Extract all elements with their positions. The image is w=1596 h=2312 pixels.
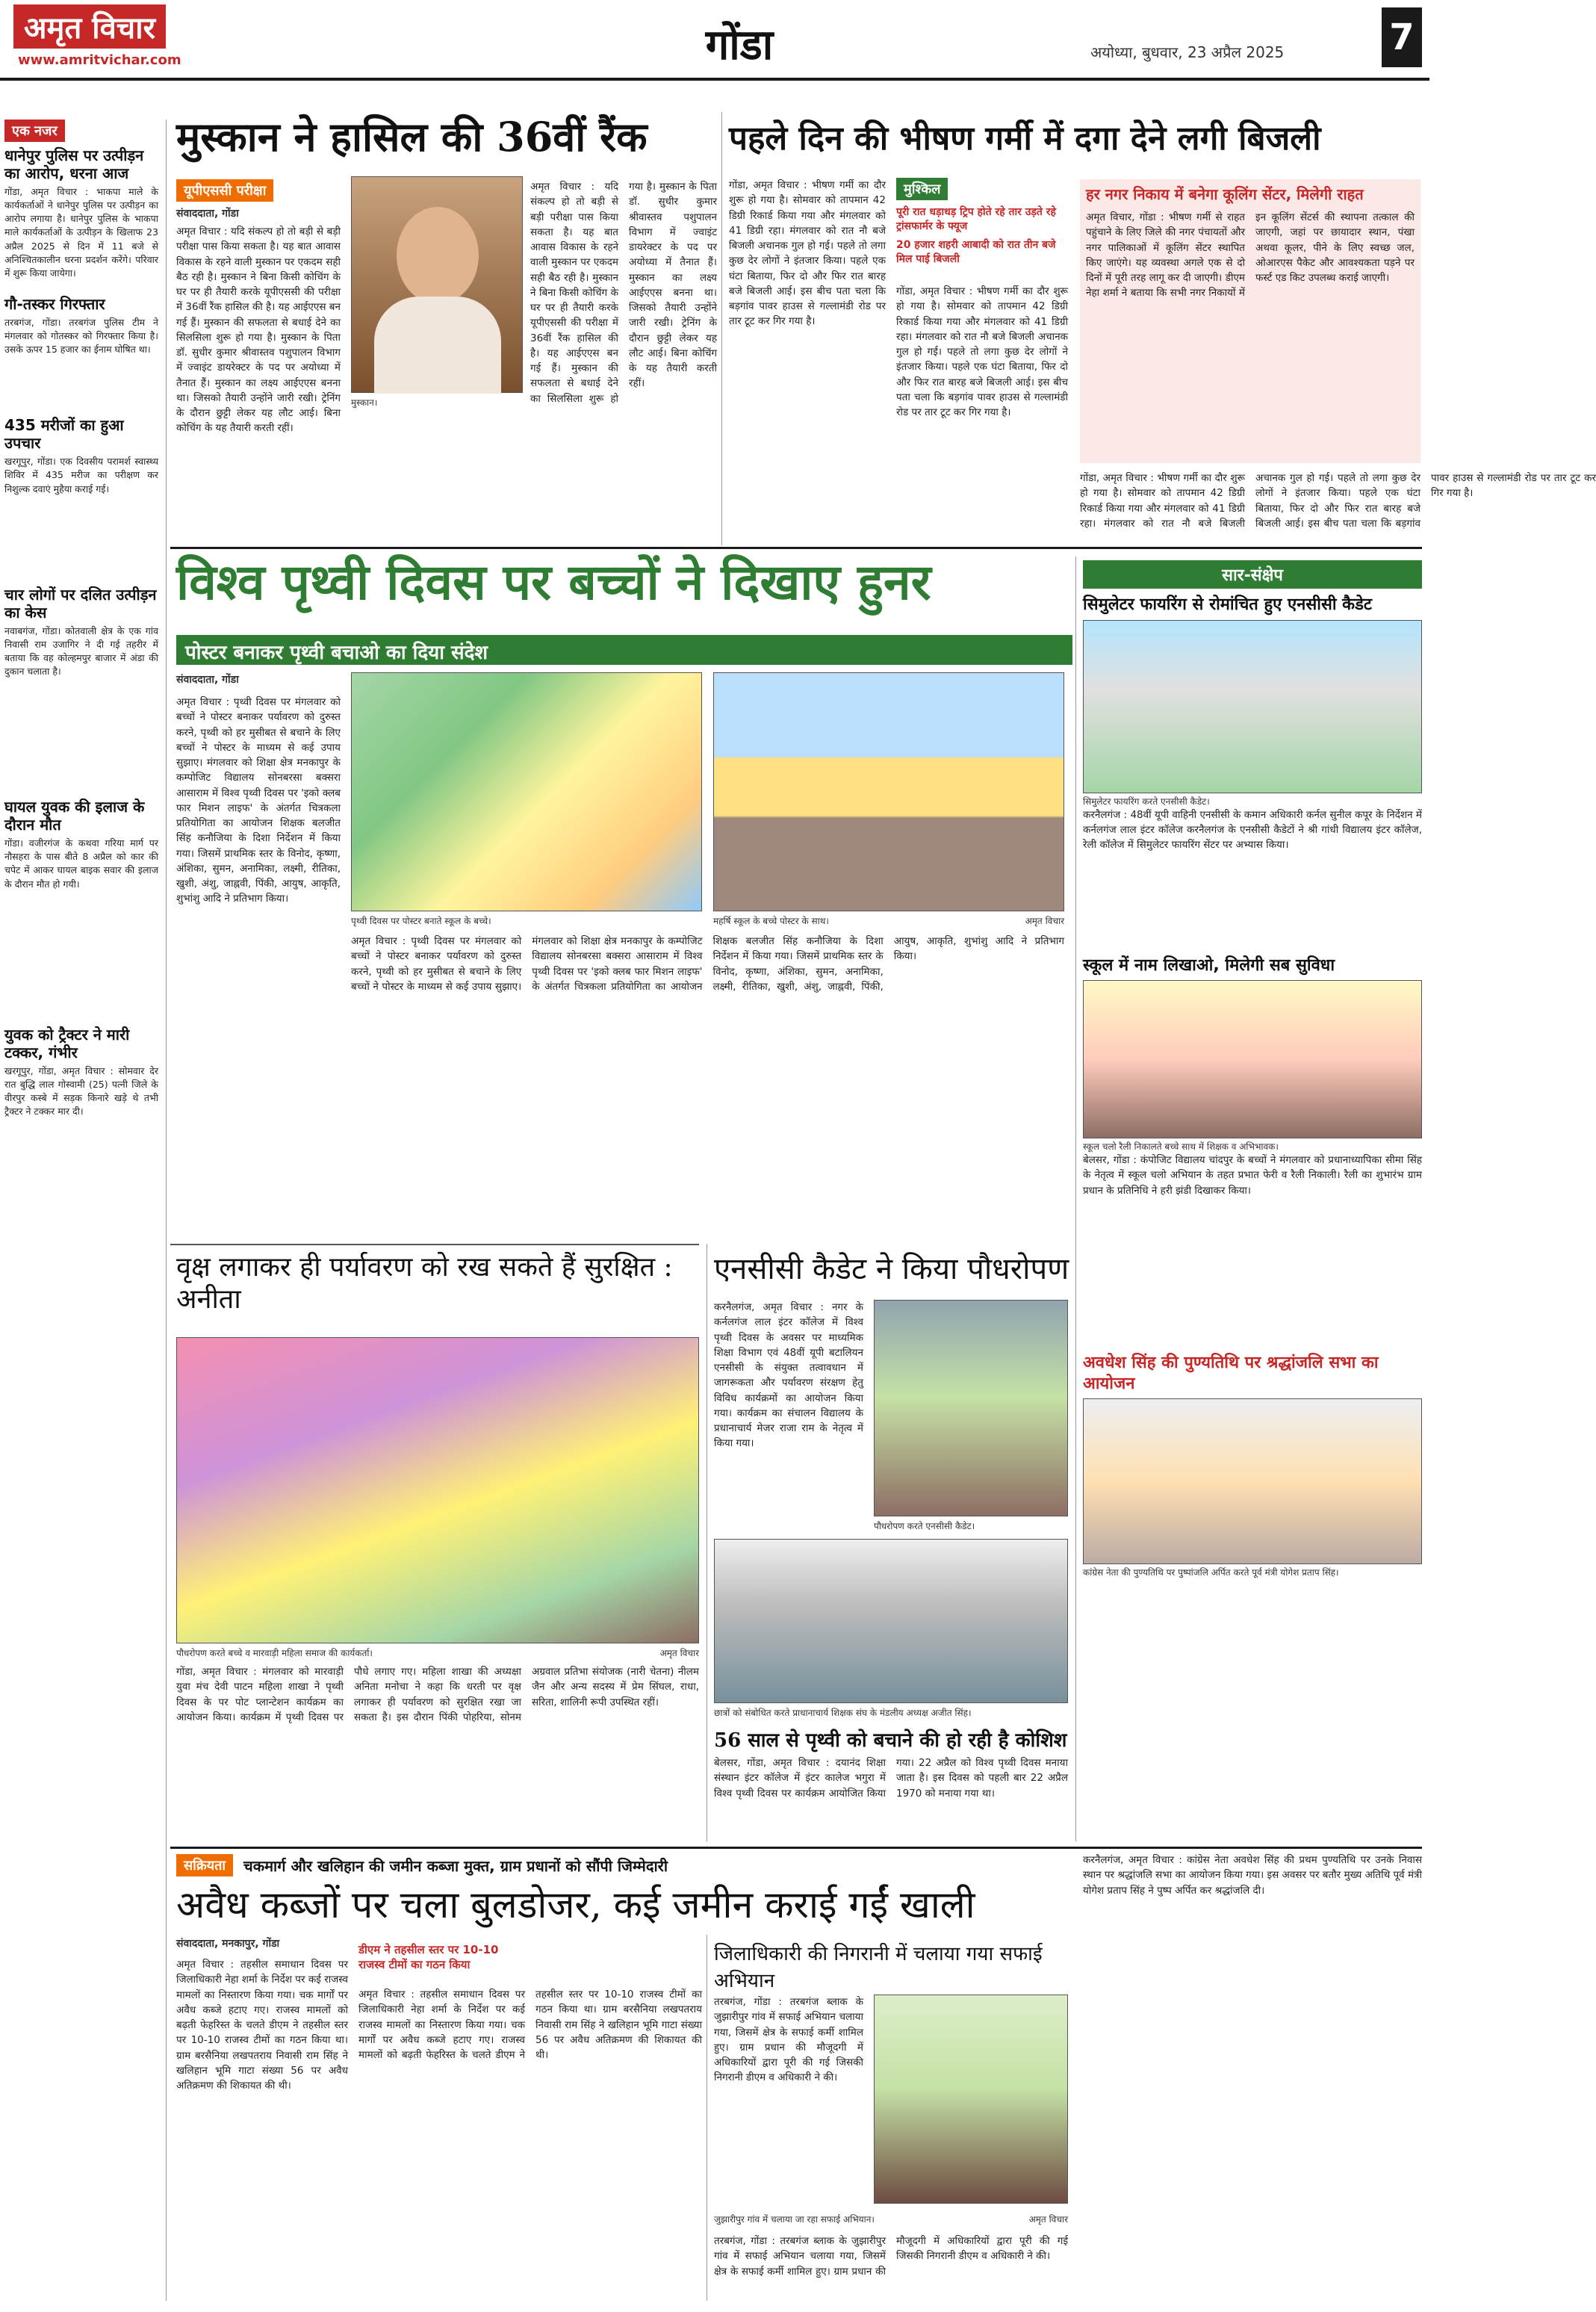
sar-item-body: करनैलगंज, अमृत विचार : कांग्रेस नेता अवधेश सिंह की प्रथम पुण्यतिथि पर उनके निवास स्थान पर श्रद्धांजलि सभा का आयोजन किया गया। इस अवसर पर बतौर मुख्य अतिथि पूर्व मंत्री योगेश प्रताप सिंह ने पुष्प अर्पित कर श्रद्धांजलि दी। bbox=[1083, 1854, 1422, 1897]
ncc-body: करनैलगंज, अमृत विचार : नगर के कर्नलगंज लाल इंटर कॉलेज में विश्व पृथ्वी दिवस के अवसर पर माध्यमिक शिक्षा विभाग एवं 48वीं यूपी बटालियन एनसीसी के संयुक्त तत्वावधान में जागरूकता और पर्यावरण संरक्षण हेतु विविध कार्यक्रमों का आयोजन किया गया। कार्यक्रम का संचालन विद्यालय के प्रधानाचार्य मेजर राजा राम के नेतृत्व में किया गया। bbox=[714, 1301, 863, 1450]
caption-text: छात्रों को संबोधित करते प्राधानाचार्य शिक्षक संघ के मंडलीय अध्यक्ष अजीत सिंह। bbox=[714, 1708, 972, 1718]
section-rule bbox=[170, 547, 1422, 549]
power-tag: मुश्किल bbox=[896, 178, 948, 200]
earth-day-photo-left bbox=[351, 672, 702, 911]
photo-credit: अमृत विचार bbox=[659, 1648, 699, 1658]
lead-headline-power: पहले दिन की भीषण गर्मी में दगा देने लगी बिजली bbox=[729, 120, 1321, 158]
clean-photo bbox=[874, 1995, 1068, 2204]
brief-body: गोंडा, अमृत विचार : भाकपा माले के कार्यकर्ताओं ने धानेपुर पुलिस पर उत्पीड़न का आरोप लगाया है। धानेपुर पुलिस के भाकपा माले कार्यकर्ताओं के उत्पीड़न के खिलाफ 23 अप्रैल 2025 से दिन में 11 बजे से अनिश्चितकालीन धरना प्रदर्शन करेंगे। परिवार में शुरू किया जायेगा। bbox=[4, 186, 158, 279]
bulldozer-tag: सक्रियता bbox=[176, 1854, 233, 1876]
brief-body: तरबगंज, गोंडा। तरबगंज पुलिस टीम ने मंगलवार को गोतस्कर को गिरफ्तार किया है। उसके ऊपर 15 हजार का ईनाम घोषित था। bbox=[4, 316, 158, 356]
column-divider bbox=[721, 112, 722, 545]
rally-photo bbox=[1083, 980, 1422, 1138]
sar-title: सार-संक्षेप bbox=[1083, 560, 1422, 589]
simulator-photo bbox=[1083, 620, 1422, 793]
clean-body: तरबगंज, गोंडा : तरबगंज ब्लाक के जुझारीपुर गांव में सफाई अभियान चलाया गया, जिसमें क्षेत्र के सफाई कर्मी शामिल हुए। ग्राम प्रधान की मौजूदगी में अधिकारियों द्वारा पूरी की गई जिसकी निगरानी डीएम व अधिकारी ने की। bbox=[714, 1996, 863, 2084]
sar-item-headline: अवधेश सिंह की पुण्यतिथि पर श्रद्धांजलि सभा का आयोजन bbox=[1083, 1354, 1379, 1393]
earth-save-body: बेलसर, गोंडा, अमृत विचार : दयानंद शिक्षा संस्थान इंटर कॉलेज में इंटर कालेज भगुरा में विश्व पृथ्वी दिवस पर कार्यक्रम आयोजित किया गया। 22 अप्रैल को विश्व पृथ्वी दिवस मनाया जाता है। इस दिवस को पहली बार 22 अप्रैल 1970 को मनाया गया था। bbox=[714, 1757, 1068, 1800]
tree-photo bbox=[176, 1337, 699, 1643]
caption-text: कांग्रेस नेता की पुण्यतिथि पर पुष्पांजलि अर्पित करते पूर्व मंत्री योगेश प्रताप सिंह। bbox=[1083, 1567, 1339, 1578]
bulldozer-body-col1: अमृत विचार : तहसील समाधान दिवस पर जिलाधिकारी नेहा शर्मा के निर्देश पर कई राजस्व मामलों का निस्तारण किया गया। चक मार्गों पर अवैध कब्जे हटाए गए। राजस्व मामलों को बढ़ती फेहरिस्त के चलते डीएम ने तहसील स्तर पर 10-10 राजस्व टीमों का गठन किया था। ग्राम बरसैनिया लखपतराय निवासी राम सिंह ने खलिहान भूमि गाटा संख्या 56 पर अवैध अतिक्रमण की शिकायत की थी। bbox=[176, 1959, 348, 2092]
bulldozer-kicker: चकमार्ग और खलिहान की जमीन कब्जा मुक्त, ग्राम प्रधानों को सौंपी जिम्मेदारी bbox=[243, 1856, 668, 1875]
upsc-tag-wrap bbox=[176, 179, 333, 220]
dateline: अयोध्या, बुधवार, 23 अप्रैल 2025 bbox=[1090, 43, 1285, 61]
portrait-shape bbox=[397, 207, 479, 304]
photo-caption bbox=[714, 1706, 1068, 1719]
sar-item-body: करनैलगंज : 48वीं यूपी वाहिनी एनसीसी के कमान अधिकारी कर्नल सुनील कपूर के निर्देशन में कर्नलगंज लाल इंटर कॉलेज करनैलगंज के एनसीसी कैडेटों ने श्री गांधी विद्यालय इंटर कॉलेज, रेली कॉलेज में सिमुलेटर फायरिंग सेंटर पर अभ्यास किया। bbox=[1083, 808, 1422, 851]
photo-caption bbox=[1083, 1566, 1422, 1578]
masthead bbox=[0, 0, 1429, 81]
muskan-body-col2: अमृत विचार : यदि संकल्प हो तो बड़ी से बड़ी परीक्षा पास किया सकता है। यह बात आवास विकास के रहने वाली मुस्कान पर एकदम सही बैठ रही है। मुस्कान ने बिना किसी कोचिंग के घर पर ही तैयारी करके यूपीएससी की परीक्षा में 36वीं रैंक हासिल की है। यह आईएएस बन गई हैं। मुस्कान की सफलता से बधाई देने का सिलसिला शुरू हो गया है। मुस्कान के पिता डॉ. सुधीर कुमार श्रीवास्तव पशुपालन विभाग में ज्वाइंट डायरेक्टर के पद पर अयोध्या में तैनात हैं। मुस्कान का लक्ष्य आईएएस बनना था। जिसको तैयारी उन्होंने जारी रखी। ट्रेनिंग के दौरान छुट्टी लेकर यह लौट आई। बिना कोचिंग के यह तैयारी करती रहीं। bbox=[530, 181, 717, 405]
brand-logo[interactable] bbox=[13, 4, 223, 76]
earth-day-body-col1: अमृत विचार : पृथ्वी दिवस पर मंगलवार को बच्चों ने पोस्टर बनाकर पर्यावरण को दुरुस्त करने, पृथ्वी को हर मुसीबत से बचाने के लिए बच्चों ने पोस्टर के माध्यम से कई उपाय सुझाए। मंगलवार को शिक्षा क्षेत्र मनकापुर के कम्पोजिट विद्यालय सोनबरसा बक्सरा आसाराम में विश्व पृथ्वी दिवस पर 'इको क्लब फार मिशन लाइफ' के अंतर्गत चित्रकला प्रतियोगिता का आयोजन शिक्षक बलजीत सिंह कनौजिया के दिशा निर्देशन में किया गया। जिसमें प्राथमिक स्तर के विनोद, कृष्णा, अंशिका, सुमन, अनामिका, लक्ष्मी, रीतिका, खुशी, अंशु, जाह्नवी, पिंकी, आयुष, आकृति, शुभांशु आदि ने प्रतिभाग किया। bbox=[176, 696, 341, 905]
byline: संवाददाता, गोंडा bbox=[176, 208, 239, 220]
brief-item bbox=[4, 1026, 158, 1119]
caption-text: मुस्कान। bbox=[351, 397, 378, 408]
photo-credit: अमृत विचार bbox=[1028, 2214, 1068, 2225]
section-rule bbox=[170, 1244, 699, 1245]
photo-credit: अमृत विचार bbox=[1025, 916, 1064, 926]
bulldozer-headline: अवैध कब्जों पर चला बुलडोजर, कई जमीन कराई गईं खाली bbox=[176, 1883, 975, 1927]
caption-text: जुझारीपुर गांव में चलाया जा रहा सफाई अभियान। bbox=[714, 2214, 875, 2225]
bulldozer-body-col2: अमृत विचार : तहसील समाधान दिवस पर जिलाधिकारी नेहा शर्मा के निर्देश पर कई राजस्व मामलों का निस्तारण किया गया। चक मार्गों पर अवैध कब्जे हटाए गए। राजस्व मामलों को बढ़ती फेहरिस्त के चलते डीएम ने तहसील स्तर पर 10-10 राजस्व टीमों का गठन किया था। ग्राम बरसैनिया लखपतराय निवासी राम सिंह ने खलिहान भूमि गाटा संख्या 56 पर अवैध अतिक्रमण की शिकायत की थी। bbox=[358, 1989, 702, 2061]
earth-day-photo-right bbox=[713, 672, 1064, 911]
tree-body: गोंडा, अमृत विचार : मंगलवार को मारवाड़ी युवा मंच देवी पाटन महिला शाखा ने पृथ्वी दिवस के पर पोट प्लान्टेशन कार्यक्रम का आयोजन किया। कार्यक्रम में पृथ्वी दिवस पर पौधे लगाए गए। महिला शाखा की अध्यक्षा अनिता मनोचा ने कहा कि धरती पर वृक्ष लगाकर ही पर्यावरण को सुरक्षित रखा जा सकता है। इस दौरान पिंकी पोहरिया, सोनम अग्रवाल प्रतिभा संयोजक (नारी चेतना) नीलम जैन और अन्य सदस्य में प्रेम सिंघल, राधा, सरिता, शालिनी रूपी उपस्थित रहीं। bbox=[176, 1666, 699, 1723]
muskan-photo bbox=[351, 176, 523, 393]
earth-day-headline-text: विश्व पृथ्वी दिवस पर बच्चों ने दिखाए हुनर bbox=[176, 553, 931, 611]
ncc-headline: एनसीसी कैडेट ने किया पौधरोपण bbox=[714, 1252, 1069, 1286]
brief-headline: 435 मरीजों का हुआ उपचार bbox=[4, 416, 124, 453]
column-divider bbox=[1075, 557, 1076, 1841]
photo-caption bbox=[874, 1519, 1068, 1532]
power-body-col2: गोंडा, अमृत विचार : भीषण गर्मी का दौर शुरू हो गया है। सोमवार को तापमान 42 डिग्री रिकार्ड किया गया और मंगलवार को 41 डिग्री रहा। मंगलवार को रात नौ बजे बिजली अचानक गुल हो गई। पहले तो लगा कुछ देर लोगों ने इंतजार किया। पहले एक घंटा बिताया, फिर दो और फिर रात बारह बजे बिजली आई। इस बीच पता चला कि बड़गांव पावर हाउस से गल्लामंडी रोड पर तार टूट कर गिर गया है। bbox=[896, 285, 1068, 418]
column-divider bbox=[166, 120, 167, 2301]
ncc-photo-bottom bbox=[714, 1539, 1068, 1703]
brief-body: गोंडा। वजीरगंज के कथवा गरिया मार्ग पर नौसहरा के पास बीते 8 अप्रैल को कार की चपेट में आकर घायल बाइक सवार की इलाज के दौरान मौत हो गयी। bbox=[4, 837, 158, 890]
photo-caption bbox=[351, 914, 702, 927]
power-body-col1: गोंडा, अमृत विचार : भीषण गर्मी का दौर शुरू हो गया है। सोमवार को तापमान 42 डिग्री रिकार्ड किया गया और मंगलवार को 41 डिग्री रहा। मंगलवार को रात नौ बजे बिजली अचानक गुल हो गई। पहले तो लगा कुछ देर लोगों ने इंतजार किया। पहले एक घंटा बिताया, फिर दो और फिर रात बारह बजे बिजली आई। इस बीच पता चला कि बड़गांव पावर हाउस से गल्लामंडी रोड पर तार टूट कर गिर गया है। bbox=[729, 179, 886, 328]
photo-caption bbox=[714, 2213, 1068, 2225]
section-tag: एक नजर bbox=[4, 120, 65, 142]
section-name: गोंडा bbox=[705, 20, 774, 69]
caption-text: महर्षि स्कूल के बच्चे पोस्टर के साथ। bbox=[713, 916, 829, 926]
clean-headline: जिलाधिकारी की निगरानी में चलाया गया सफाई अभियान bbox=[714, 1943, 1043, 1992]
photo-caption bbox=[1083, 795, 1422, 808]
caption-text: सिमुलेटर फायरिंग करते एनसीसी कैडेट। bbox=[1083, 796, 1210, 807]
sar-sankshep bbox=[1083, 560, 1422, 1578]
brand-name: अमृत विचार bbox=[13, 4, 166, 49]
sar-item-headline: सिमुलेटर फायरिंग से रोमांचित हुए एनसीसी कैडेट bbox=[1083, 595, 1372, 614]
power-body-col3: गोंडा, अमृत विचार : भीषण गर्मी का दौर शुरू हो गया है। सोमवार को तापमान 42 डिग्री रिकार्ड किया गया और मंगलवार को 41 डिग्री रहा। मंगलवार को रात नौ बजे बिजली अचानक गुल हो गई। पहले तो लगा कुछ देर लोगों ने इंतजार किया। पहले एक घंटा बिताया, फिर दो और फिर रात बारह बजे बिजली आई। इस बीच पता चला कि बड़गांव पावर हाउस से गल्लामंडी रोड पर तार टूट कर गिर गया है। bbox=[1080, 472, 1596, 530]
photo-caption bbox=[351, 396, 523, 409]
bulldozer-kicker-row bbox=[176, 1854, 1072, 1876]
muskan-body-col1: अमृत विचार : यदि संकल्प हो तो बड़ी से बड़ी परीक्षा पास किया सकता है। यह बात आवास विकास के रहने वाली मुस्कान पर एकदम सही बैठ रही है। मुस्कान ने बिना किसी कोचिंग के घर पर ही तैयारी करके यूपीएससी की परीक्षा में 36वीं रैंक हासिल की है। यह आईएएस बन गई हैं। मुस्कान की सफलता से बधाई देने का सिलसिला शुरू हो गया है। मुस्कान के पिता डॉ. सुधीर कुमार श्रीवास्तव पशुपालन विभाग में ज्वाइंट डायरेक्टर के पद पर अयोध्या में तैनात हैं। मुस्कान का लक्ष्य आईएएस बनना था। जिसको तैयारी उन्होंने जारी रखी। ट्रेनिंग के दौरान छुट्टी लेकर यह लौट आई। बिना कोचिंग के यह तैयारी करती रहीं। bbox=[176, 226, 341, 435]
sar-item-headline: स्कूल में नाम लिखाओ, मिलेगी सब सुविधा bbox=[1083, 955, 1335, 975]
cooling-body: अमृत विचार, गोंडा : भीषण गर्मी से राहत पहुंचाने के लिए जिले की नगर पंचायतों और नगर पालिकाओं में कूलिंग सेंटर स्थापित किए जाएंगे। यह व्यवस्था अगले एक से दो दिनों में पूरी तरह लागू कर दी जाएगी। डीएम नेहा शर्मा ने बताया कि सभी नगर निकायों में इन कूलिंग सेंटर्स की स्थापना तत्काल की जाएगी, जहां पर छायादार स्थान, पंखा अथवा कूलर, पीने के लिए स्वच्छ जल, ओआरएस पैकेट और आवश्यकता पड़ने पर फर्स्ट एड किट उपलब्ध कराई जाएगी। bbox=[1086, 211, 1415, 300]
brief-item bbox=[4, 146, 158, 280]
cooling-headline: हर नगर निकाय में बनेगा कूलिंग सेंटर, मिलेगी राहत bbox=[1086, 185, 1364, 203]
power-points bbox=[896, 178, 1068, 266]
brief-item bbox=[4, 295, 158, 356]
photo-caption bbox=[176, 1646, 699, 1659]
brief-headline: गौ-तस्कर गिरफ्तार bbox=[4, 294, 105, 313]
caption-text: पौधरोपण करते बच्चे व मारवाड़ी महिला समाज की कार्यकर्ता। bbox=[176, 1648, 373, 1658]
bulldozer-point: डीएम ने तहसील स्तर पर 10-10 राजस्व टीमों का गठन किया bbox=[358, 1943, 499, 1971]
power-point: पूरी रात धड़ाधड़ ट्रिप होते रहे तार उड़ते रहे ट्रांसफार्मर के फ्यूज bbox=[896, 206, 1056, 232]
photo-caption bbox=[1083, 1140, 1422, 1153]
photo-caption bbox=[713, 914, 1064, 927]
portrait-body bbox=[374, 297, 501, 394]
earth-day-subhead: पोस्टर बनाकर पृथ्वी बचाओ का दिया संदेश bbox=[176, 635, 1072, 665]
caption-text: पृथ्वी दिवस पर पोस्टर बनाते स्कूल के बच्चे। bbox=[351, 916, 491, 926]
section-rule bbox=[170, 1847, 1422, 1849]
clean-body-2: तरबगंज, गोंडा : तरबगंज ब्लाक के जुझारीपुर गांव में सफाई अभियान चलाया गया, जिसमें क्षेत्र के सफाई कर्मी शामिल हुए। ग्राम प्रधान की मौजूदगी में अधिकारियों द्वारा पूरी की गई जिसकी निगरानी डीएम व अधिकारी ने की। bbox=[714, 2235, 1068, 2278]
earth-day-headline bbox=[176, 554, 1072, 611]
earth-save-headline: 56 साल से पृथ्वी को बचाने की हो रही है कोशिश bbox=[714, 1729, 1067, 1752]
earth-day-byline: संवाददाता, गोंडा bbox=[176, 674, 239, 686]
earth-day-body-cols: अमृत विचार : पृथ्वी दिवस पर मंगलवार को बच्चों ने पोस्टर बनाकर पर्यावरण को दुरुस्त करने, पृथ्वी को हर मुसीबत से बचाने के लिए बच्चों ने पोस्टर के माध्यम से कई उपाय सुझाए। मंगलवार को शिक्षा क्षेत्र मनकापुर के कम्पोजिट विद्यालय सोनबरसा बक्सरा आसाराम में विश्व पृथ्वी दिवस पर 'इको क्लब फार मिशन लाइफ' के अंतर्गत चित्रकला प्रतियोगिता का आयोजन शिक्षक बलजीत सिंह कनौजिया के दिशा निर्देशन में किया गया। जिसमें प्राथमिक स्तर के विनोद, कृष्णा, अंशिका, सुमन, अनामिका, लक्ष्मी, रीतिका, खुशी, अंशु, जाह्नवी, पिंकी, आयुष, आकृति, शुभांशु आदि ने प्रतिभाग किया। bbox=[351, 935, 1064, 993]
tree-headline: वृक्ष लगाकर ही पर्यावरण को रख सकते हैं सुरक्षित : अनीता bbox=[176, 1252, 673, 1315]
power-point: 20 हजार शहरी आबादी को रात तीन बजे मिल पाई बिजली bbox=[896, 239, 1056, 265]
brief-headline: युवक को ट्रैक्टर ने मारी टक्कर, गंभीर bbox=[4, 1025, 130, 1062]
brief-item bbox=[4, 416, 158, 495]
caption-text: पौधरोपण करते एनसीसी कैडेट। bbox=[874, 1521, 975, 1531]
page-number: 7 bbox=[1382, 7, 1422, 67]
brief-item bbox=[4, 798, 158, 891]
caption-text: स्कूल चलो रैली निकालते बच्चे साथ में शिक्षक व अभिभावक। bbox=[1083, 1141, 1279, 1152]
lead-headline-muskan: मुस्कान ने हासिल की 36वीं रैंक bbox=[176, 113, 648, 161]
brief-item bbox=[4, 586, 158, 679]
tribute-photo bbox=[1083, 1398, 1422, 1564]
bulldozer-byline: संवाददाता, मनकापुर, गोंडा bbox=[176, 1938, 280, 1950]
brand-url[interactable]: www.amritvichar.com bbox=[18, 52, 181, 68]
brief-headline: घायल युवक की इलाज के दौरान मौत bbox=[4, 798, 145, 834]
cooling-center-box bbox=[1080, 179, 1420, 463]
upsc-tag: यूपीएससी परीक्षा bbox=[176, 179, 273, 202]
left-news-column bbox=[4, 120, 158, 2301]
ncc-photo-top bbox=[874, 1300, 1068, 1516]
brief-body: खरगूपुर, गोंडा। एक दिवसीय परामर्श स्वास्थ्य शिविर में 435 मरीज का परीक्षण कर निशुल्क दवाएं मुहैया कराई गई। bbox=[4, 456, 158, 495]
brief-body: नवाबगंज, गोंडा। कोतवाली क्षेत्र के एक गांव निवासी राम उजागिर ने दी गई तहरीर में बताया कि वह कोल्हमपुर बाजार में अंडा की दुकान चलाता है। bbox=[4, 625, 158, 677]
brief-headline: चार लोगों पर दलित उत्पीड़न का केस bbox=[4, 585, 157, 622]
brief-headline: धानेपुर पुलिस पर उत्पीड़न का आरोप, धरना आज bbox=[4, 146, 144, 182]
brief-body: खरगूपुर, गोंडा, अमृत विचार : सोमवार देर रात बुद्धि लाल गोस्वामी (25) पत्नी जिले के वीरपुर कस्बे में सड़क किनारे खड़े थे तभी ट्रैक्टर ने टक्कर मार दी। bbox=[4, 1064, 158, 1117]
sar-item-body: बेलसर, गोंडा : कंपोजिट विद्यालय चांदपुर के बच्चों ने मंगलवार को प्रधानाध्यापिका सीमा सिंह के नेतृत्व में स्कूल चलो अभियान के तहत प्रभात फेरी व रैली निकाली। रैली का शुभारंभ ग्राम प्रधान के प्रतिनिधि ने हरी झंडी दिखाकर किया। bbox=[1083, 1154, 1422, 1197]
